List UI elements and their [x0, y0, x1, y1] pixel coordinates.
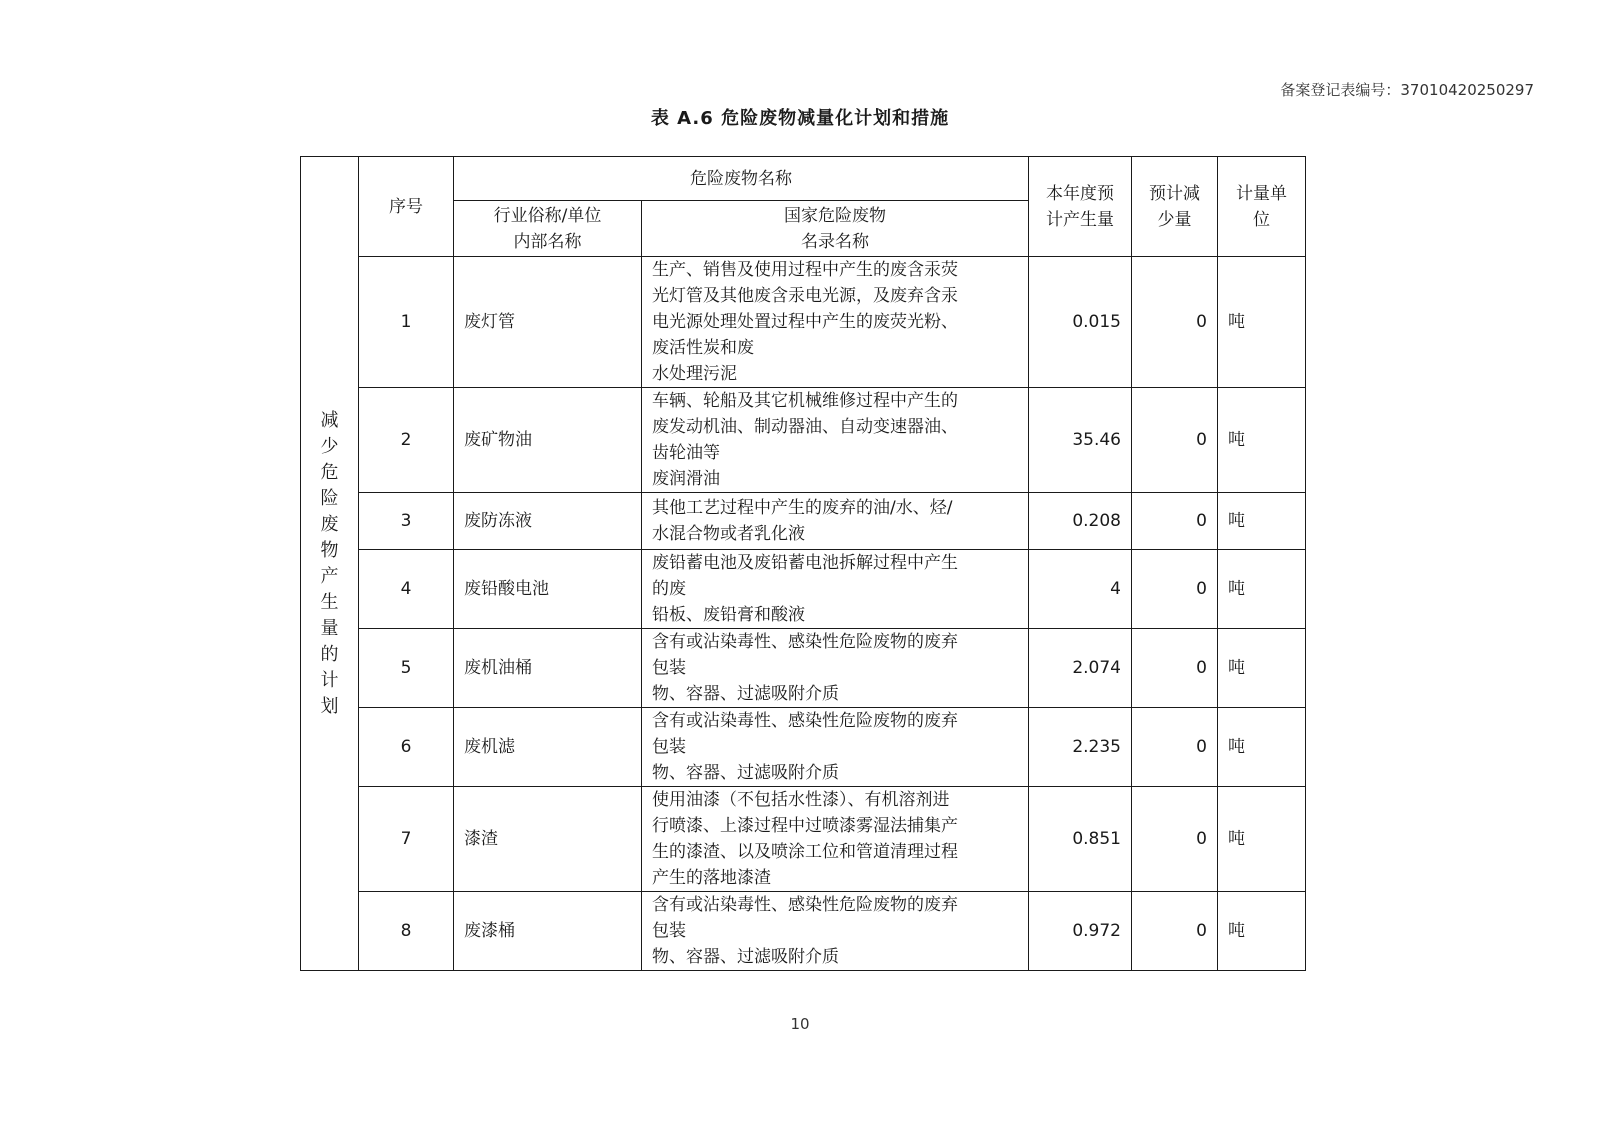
row-expected-reduction: 0 — [1132, 550, 1218, 629]
row-common-name: 废铅酸电池 — [454, 550, 642, 629]
row-category-line: 铅板、废铅膏和酸液 — [652, 605, 805, 625]
side-label-cell — [301, 157, 359, 971]
header-expected-reduction-line-2: 少量 — [1157, 209, 1192, 230]
header-national-name — [642, 201, 1029, 257]
row-category-line: 水混合物或者乳化液 — [652, 524, 805, 544]
row-seq: 1 — [359, 257, 454, 388]
row-category-line: 其他工艺过程中产生的废弃的油/水、烃/ — [652, 498, 953, 518]
table-row — [301, 629, 1306, 708]
row-annual-output: 0.015 — [1029, 257, 1132, 388]
row-category-line: 行喷漆、上漆过程中过喷漆雾湿法捕集产 — [652, 816, 958, 836]
row-common-name: 废机滤 — [454, 708, 642, 787]
row-category-line: 生产、销售及使用过程中产生的废含汞荧 — [652, 260, 958, 280]
header-unit — [1218, 157, 1306, 257]
row-category-line: 含有或沾染毒性、感染性危险废物的废弃 — [652, 711, 958, 731]
row-category-line: 生的漆渣、以及喷涂工位和管道清理过程 — [652, 842, 958, 862]
table-row — [301, 892, 1306, 971]
row-unit: 吨 — [1218, 892, 1306, 971]
row-seq: 6 — [359, 708, 454, 787]
row-national-category — [642, 493, 1029, 550]
row-category-line: 物、容器、过滤吸附介质 — [652, 684, 839, 704]
row-seq: 5 — [359, 629, 454, 708]
header-unit-line-1: 计量单 — [1236, 183, 1287, 204]
row-category-line: 齿轮油等 — [652, 443, 720, 463]
header-common-name — [454, 201, 642, 257]
header-expected-reduction-line-1: 预计减 — [1149, 183, 1200, 204]
row-annual-output: 35.46 — [1029, 388, 1132, 493]
header-annual-output-line-2: 计产生量 — [1046, 209, 1114, 230]
row-category-line: 物、容器、过滤吸附介质 — [652, 763, 839, 783]
table-row — [301, 493, 1306, 550]
row-category-line: 废铅蓄电池及废铅蓄电池拆解过程中产生 — [652, 553, 958, 573]
row-expected-reduction: 0 — [1132, 629, 1218, 708]
registration-value: 37010420250297 — [1400, 81, 1534, 99]
header-seq: 序号 — [359, 157, 454, 257]
row-expected-reduction: 0 — [1132, 493, 1218, 550]
row-category-line: 含有或沾染毒性、感染性危险废物的废弃 — [652, 895, 958, 915]
table-row — [301, 388, 1306, 493]
header-common-name-line-1: 行业俗称/单位 — [493, 205, 602, 226]
row-unit: 吨 — [1218, 388, 1306, 493]
side-label: 减少危险废物产生量的计划 — [320, 409, 339, 717]
row-expected-reduction: 0 — [1132, 892, 1218, 971]
header-unit-line-2: 位 — [1253, 209, 1270, 230]
row-category-line: 物、容器、过滤吸附介质 — [652, 947, 839, 967]
row-category-line: 废发动机油、制动器油、自动变速器油、 — [652, 417, 958, 437]
row-annual-output: 0.851 — [1029, 787, 1132, 892]
row-unit: 吨 — [1218, 787, 1306, 892]
row-national-category — [642, 388, 1029, 493]
row-common-name: 废机油桶 — [454, 629, 642, 708]
table-row — [301, 550, 1306, 629]
row-national-category — [642, 787, 1029, 892]
row-category-line: 光灯管及其他废含汞电光源，及废弃含汞 — [652, 286, 958, 306]
header-national-name-line-1: 国家危险废物 — [784, 205, 886, 226]
registration-label: 备案登记表编号： — [1280, 81, 1401, 99]
row-category-line: 车辆、轮船及其它机械维修过程中产生的 — [652, 391, 958, 411]
page-number: 10 — [790, 1015, 810, 1033]
registration-number — [1280, 79, 1534, 100]
row-common-name: 漆渣 — [454, 787, 642, 892]
row-common-name: 废漆桶 — [454, 892, 642, 971]
row-unit: 吨 — [1218, 550, 1306, 629]
row-seq: 8 — [359, 892, 454, 971]
row-common-name: 废防冻液 — [454, 493, 642, 550]
row-expected-reduction: 0 — [1132, 388, 1218, 493]
table-title: 表 A.6 危险废物减量化计划和措施 — [650, 108, 950, 129]
header-expected-reduction — [1132, 157, 1218, 257]
row-annual-output: 4 — [1029, 550, 1132, 629]
row-expected-reduction: 0 — [1132, 787, 1218, 892]
table-row — [301, 257, 1306, 388]
header-common-name-line-2: 内部名称 — [513, 231, 582, 252]
header-annual-output — [1029, 157, 1132, 257]
row-unit: 吨 — [1218, 708, 1306, 787]
row-seq: 2 — [359, 388, 454, 493]
row-national-category — [642, 892, 1029, 971]
row-common-name: 废矿物油 — [454, 388, 642, 493]
row-seq: 4 — [359, 550, 454, 629]
row-unit: 吨 — [1218, 493, 1306, 550]
row-national-category — [642, 550, 1029, 629]
waste-reduction-table — [300, 156, 1306, 971]
row-category-line: 包装 — [652, 921, 686, 941]
row-category-line: 电光源处理处置过程中产生的废荧光粉、 — [652, 312, 958, 332]
row-seq: 3 — [359, 493, 454, 550]
header-row-1 — [301, 157, 1306, 201]
table-row — [301, 708, 1306, 787]
row-common-name: 废灯管 — [454, 257, 642, 388]
header-waste-name-group: 危险废物名称 — [454, 157, 1029, 201]
row-national-category — [642, 629, 1029, 708]
row-national-category — [642, 708, 1029, 787]
header-national-name-line-2: 名录名称 — [801, 231, 869, 252]
row-category-line: 包装 — [652, 658, 686, 678]
row-annual-output: 2.074 — [1029, 629, 1132, 708]
row-annual-output: 0.972 — [1029, 892, 1132, 971]
row-expected-reduction: 0 — [1132, 257, 1218, 388]
row-annual-output: 0.208 — [1029, 493, 1132, 550]
table-row — [301, 787, 1306, 892]
row-category-line: 含有或沾染毒性、感染性危险废物的废弃 — [652, 632, 958, 652]
row-category-line: 废润滑油 — [652, 469, 720, 489]
row-unit: 吨 — [1218, 629, 1306, 708]
row-category-line: 水处理污泥 — [652, 364, 737, 384]
row-seq: 7 — [359, 787, 454, 892]
header-annual-output-line-1: 本年度预 — [1046, 183, 1114, 204]
row-category-line: 使用油漆（不包括水性漆）、有机溶剂进 — [652, 790, 950, 810]
row-category-line: 产生的落地漆渣 — [652, 868, 771, 888]
row-expected-reduction: 0 — [1132, 708, 1218, 787]
row-national-category — [642, 257, 1029, 388]
row-category-line: 的废 — [652, 579, 686, 599]
row-category-line: 废活性炭和废 — [652, 338, 754, 358]
row-unit: 吨 — [1218, 257, 1306, 388]
row-annual-output: 2.235 — [1029, 708, 1132, 787]
row-category-line: 包装 — [652, 737, 686, 757]
